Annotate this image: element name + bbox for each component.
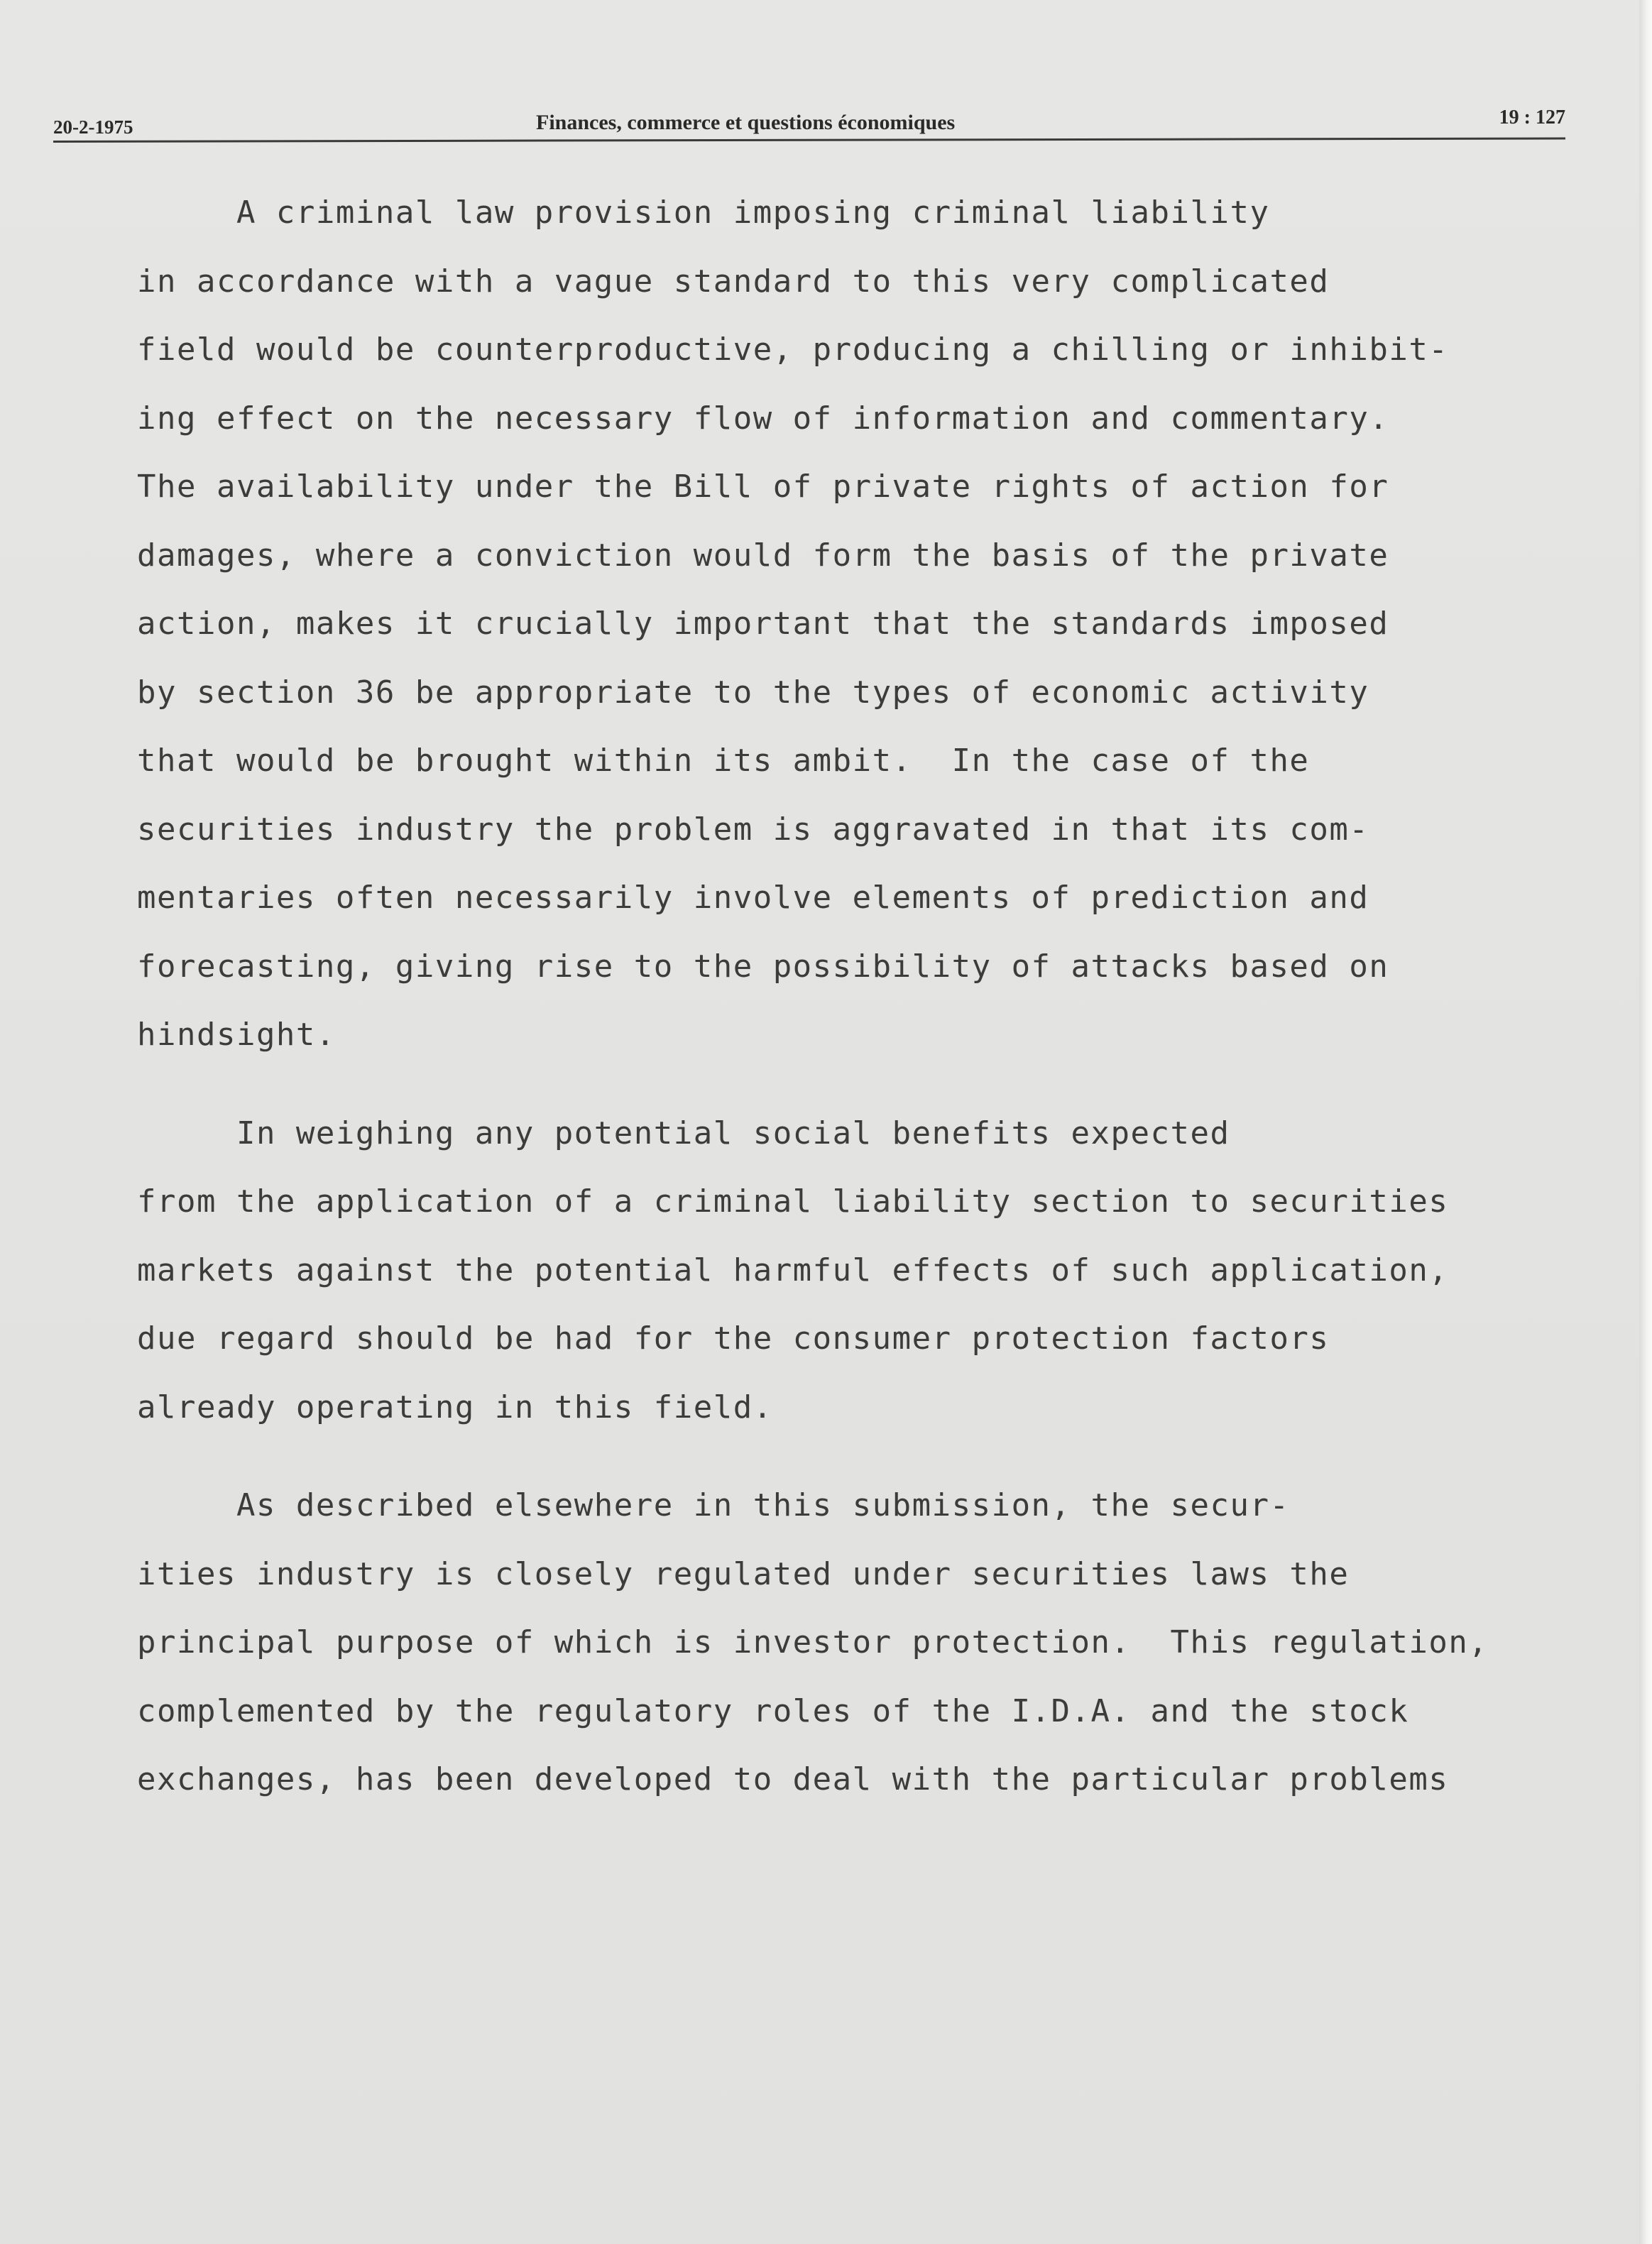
paragraph-1 — [137, 190, 1557, 1081]
header-date: 20-2-1975 — [53, 116, 133, 138]
header-title: Finances, commerce et questions économiques — [536, 111, 956, 134]
text-line: from the application of a criminal liability section to securities — [137, 1183, 1449, 1220]
text-line: complemented by the regulatory roles of the I.D.A. and the stock — [137, 1692, 1409, 1729]
text-line: by section 36 be appropriate to the types of economic activity — [137, 674, 1369, 711]
page-edge — [1639, 0, 1652, 2244]
paragraph-2 — [137, 1111, 1557, 1454]
text-line: A criminal law provision imposing criminal liability — [137, 195, 1270, 231]
text-line: The availability under the Bill of private rights of action for — [137, 469, 1389, 505]
text-line: securities industry the problem is aggravated in that its com- — [137, 811, 1369, 848]
text-line: ities industry is closely regulated under securities laws the — [137, 1555, 1350, 1592]
text-line: forecasting, giving rise to the possibility of attacks based on — [137, 948, 1389, 985]
body-text — [137, 190, 1557, 1826]
paragraph-3 — [137, 1483, 1557, 1826]
text-line: action, makes it crucially important that the standards imposed — [137, 606, 1389, 642]
text-line: mentaries often necessarily involve elements of prediction and — [137, 880, 1369, 916]
text-line: principal purpose of which is investor protection. This regulation, — [137, 1624, 1489, 1660]
text-line: due regard should be had for the consumer protection factors — [137, 1320, 1330, 1357]
text-line: ing effect on the necessary flow of information and commentary. — [137, 400, 1389, 437]
text-line: In weighing any potential social benefits expected — [137, 1115, 1230, 1151]
running-head — [53, 106, 1565, 149]
text-line: field would be counterproductive, producing a chilling or inhibit- — [137, 332, 1449, 368]
text-line: As described elsewhere in this submission, the secur- — [137, 1487, 1290, 1523]
text-line: exchanges, has been developed to deal with the particular problems — [137, 1761, 1449, 1797]
text-line: already operating in this field. — [137, 1389, 773, 1425]
text-line: hindsight. — [137, 1017, 336, 1053]
text-line: in accordance with a vague standard to this very complicated — [137, 263, 1330, 300]
text-line: damages, where a conviction would form the basis of the private — [137, 537, 1389, 574]
text-line: that would be brought within its ambit. In the case of the — [137, 743, 1310, 779]
header-page-number: 19 : 127 — [1499, 106, 1565, 128]
text-line: markets against the potential harmful effects of such application, — [137, 1252, 1449, 1288]
